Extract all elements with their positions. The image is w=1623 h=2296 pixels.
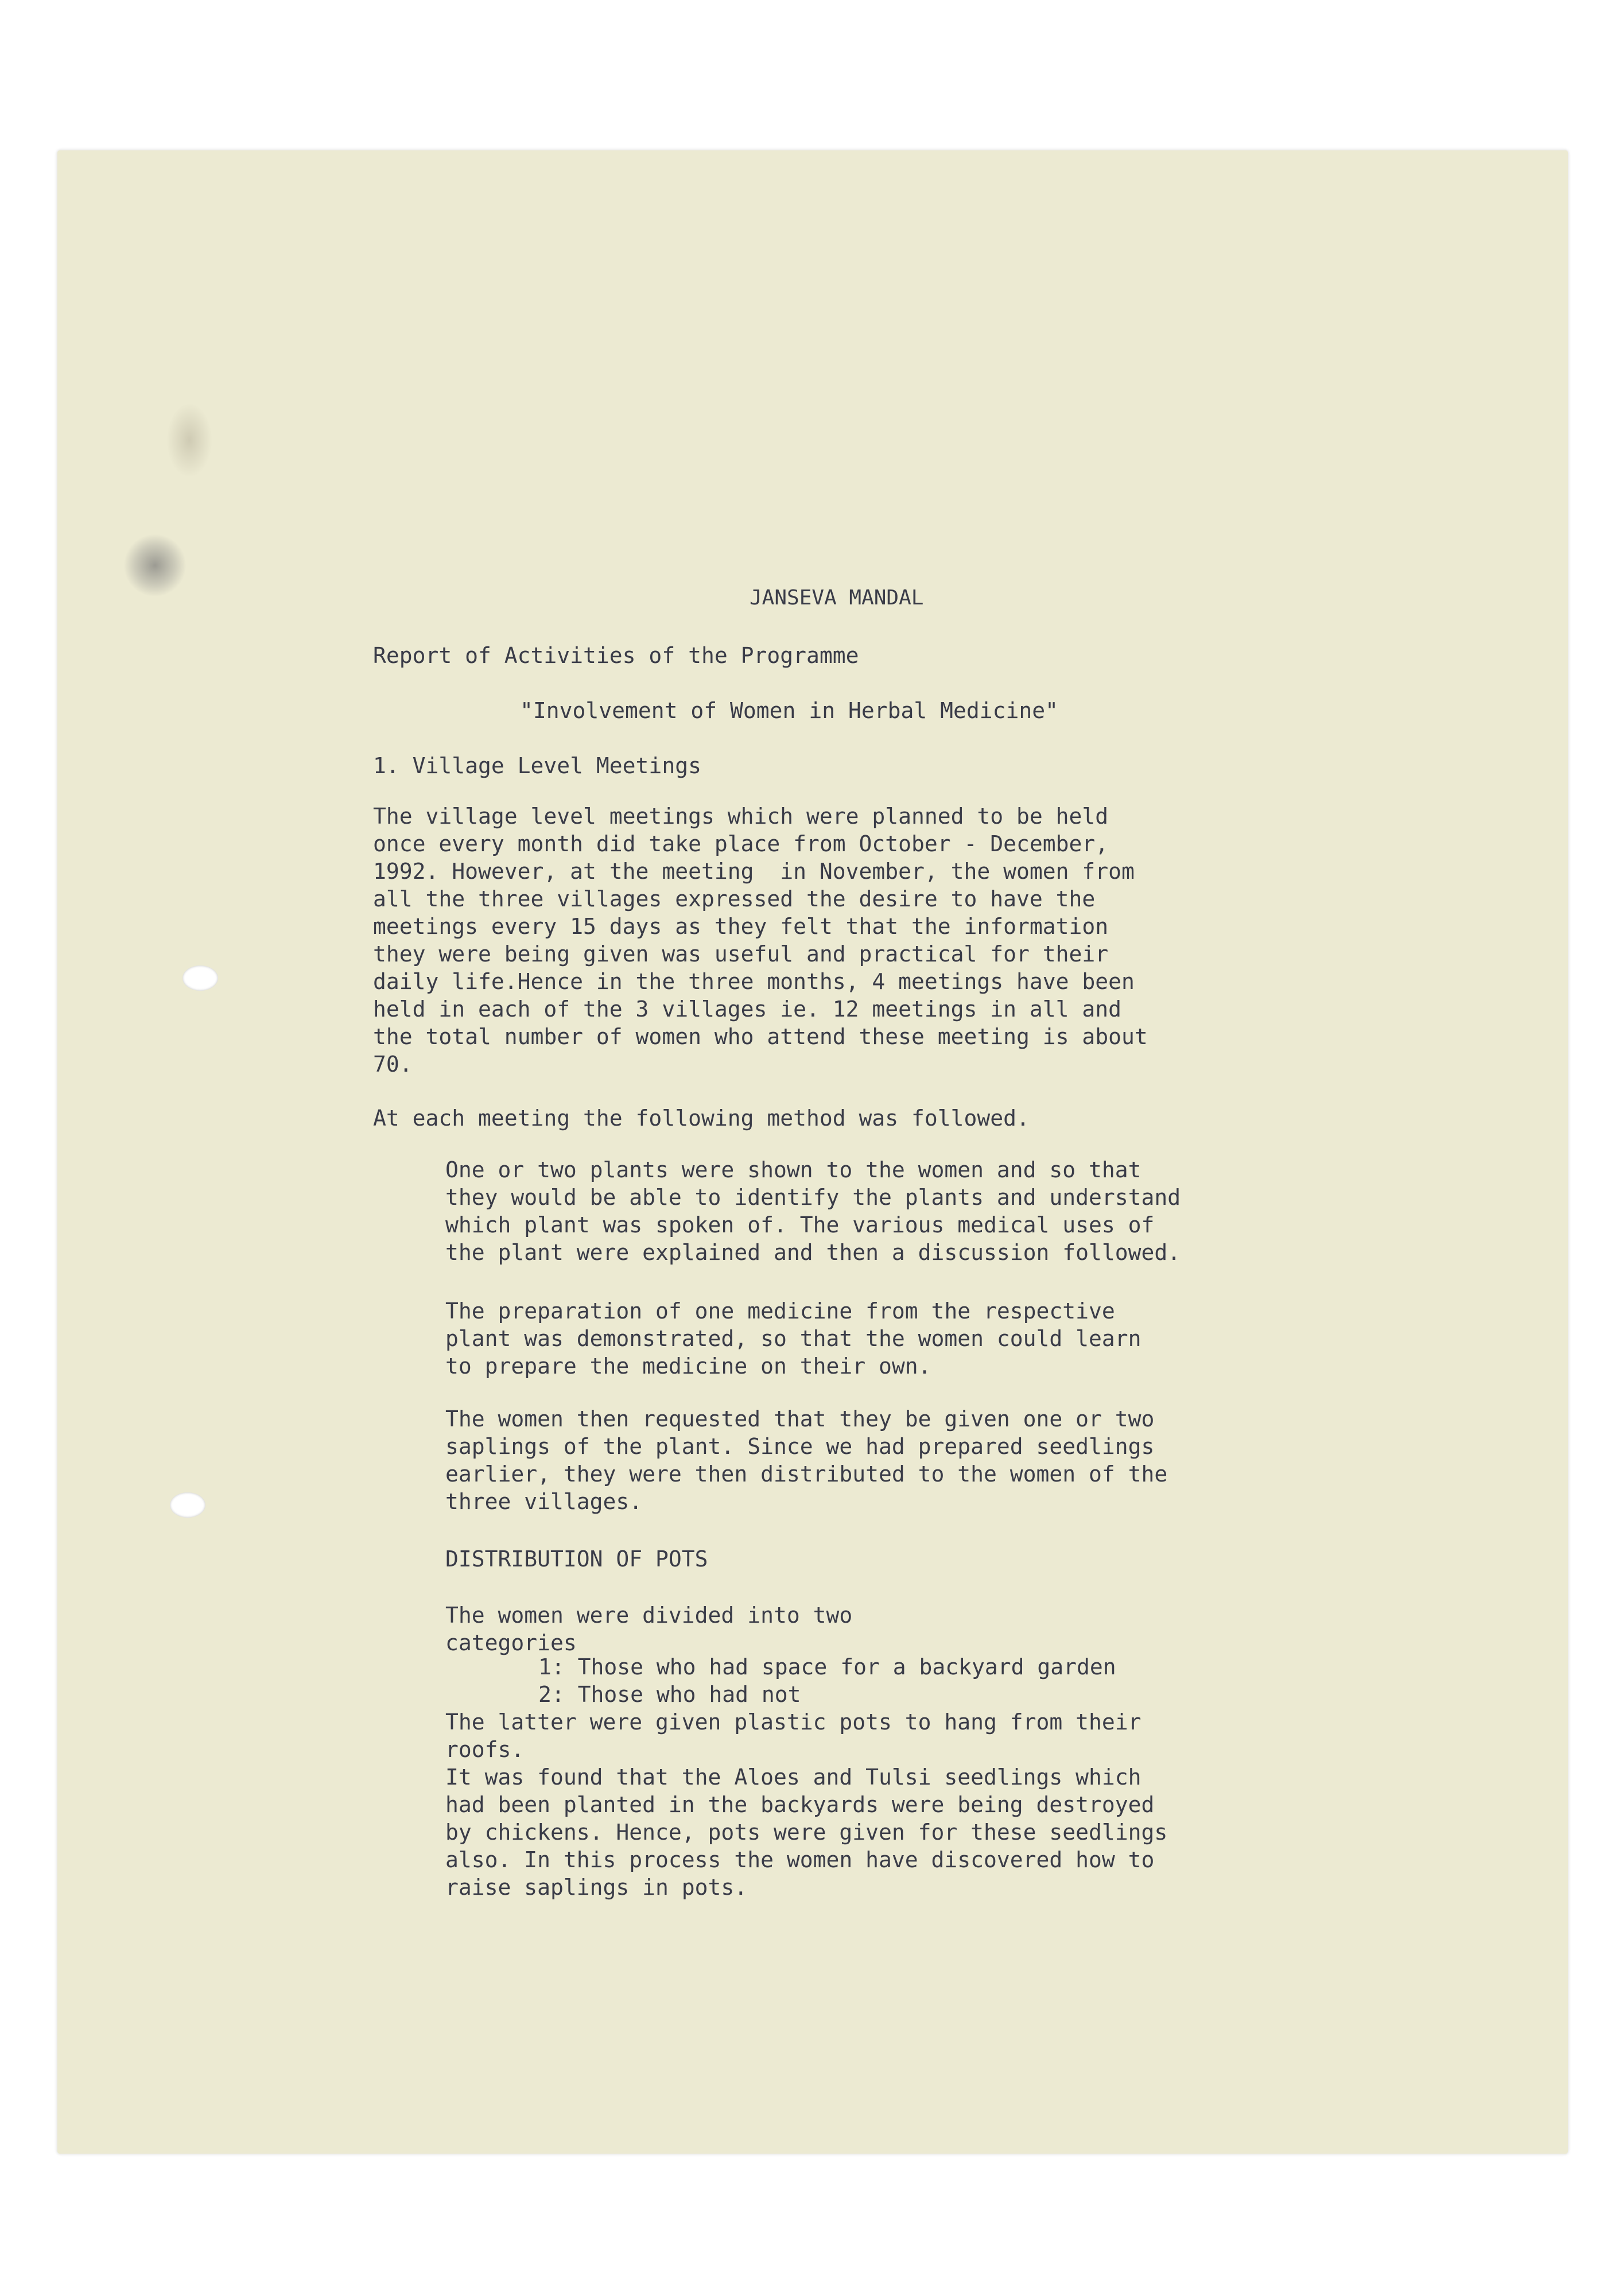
distribution-title: DISTRIBUTION OF POTS	[445, 1546, 708, 1572]
method-item-saplings: The women then requested that they be given one or two saplings of the plant. Since we had prepared seedlings earlier, they were then distributed to the women of the three villages.	[445, 1406, 1168, 1514]
category-item: 1: Those who had space for a backyard garden	[538, 1654, 1116, 1680]
category-item: 2: Those who had not	[538, 1682, 801, 1707]
paper-stain	[166, 403, 212, 478]
ink-smudge	[123, 534, 187, 597]
programme-title: "Involvement of Women in Herbal Medicine"	[520, 698, 1058, 723]
document-heading: JANSEVA MANDAL	[750, 586, 924, 610]
method-item-plants-shown: One or two plants were shown to the women and so that they would be able to identify the plants and understand which plant was spoken of. The various medical uses of the plant were explained and then a discussion followed.	[445, 1157, 1181, 1265]
distribution-intro: The women were divided into two categories	[445, 1603, 853, 1655]
distribution-body: The latter were given plastic pots to hang from their roofs. It was found that the Aloes and Tulsi seedlings which had been planted in the backyards were being destroyed by chickens. Hence, pots were given for these seedlings also. In this process the women have discovered how to raise saplings in pots.	[445, 1709, 1168, 1900]
method-intro: At each meeting the following method was followed.	[373, 1106, 1030, 1131]
punch-hole-bottom	[170, 1492, 205, 1518]
report-title: Report of Activities of the Programme	[373, 643, 859, 668]
village-meetings-paragraph: The village level meetings which were planned to be held once every month did take place from October - December, 1992. However, at the meeting in November, the women from all the three villages expressed the desire to have the meetings every 15 days as they felt that the information they were being given was useful and practical for their daily life.Hence in the three months, 4 meetings have been held in each of the 3 villages ie. 12 meetings in all and the total number of women who attend these meeting is about 70.	[373, 804, 1148, 1077]
punch-hole-top	[183, 965, 218, 991]
method-item-medicine-preparation: The preparation of one medicine from the respective plant was demonstrated, so that the women could learn to prepare the medicine on their own.	[445, 1298, 1141, 1379]
section-title-village-meetings: 1. Village Level Meetings	[373, 753, 701, 778]
